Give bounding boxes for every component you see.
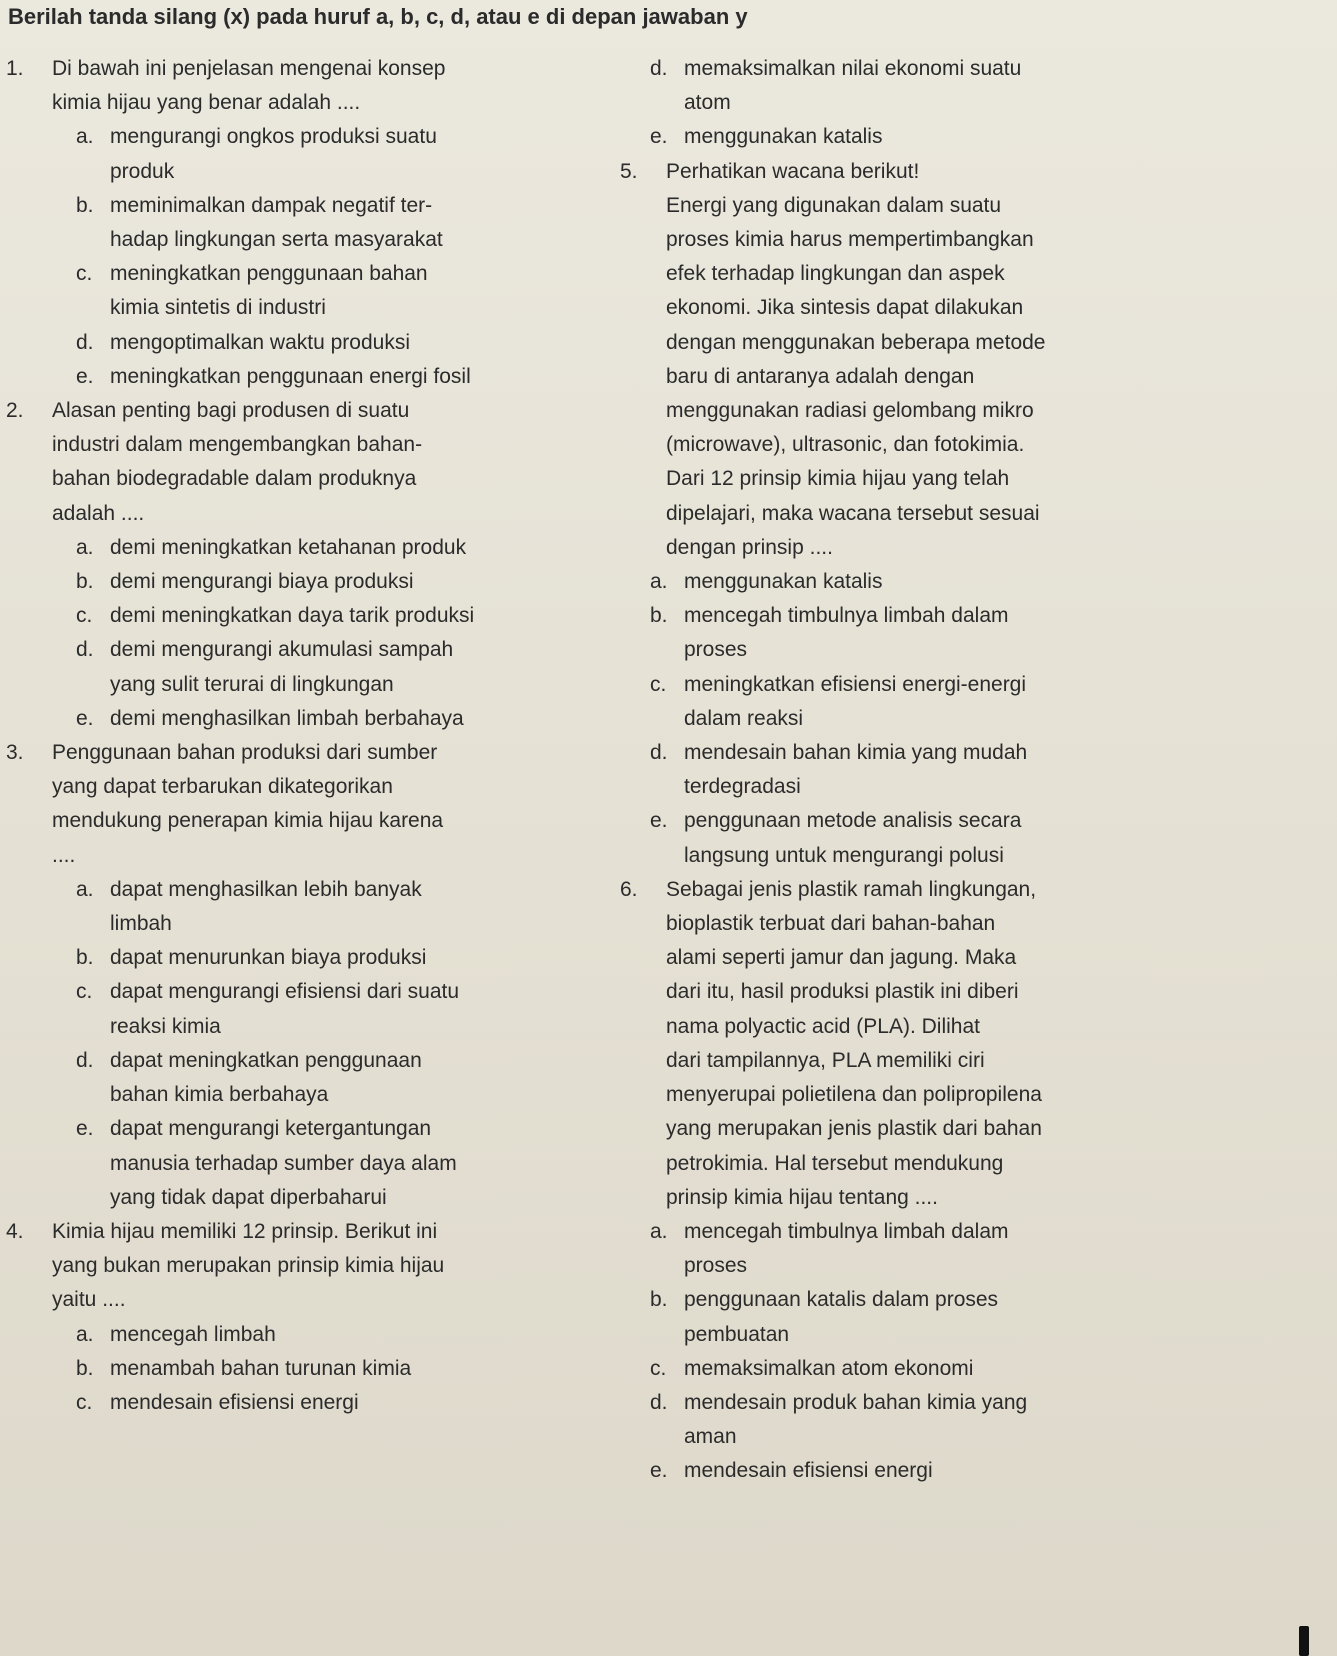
question-text	[666, 873, 1260, 1215]
question-number: 3.	[6, 741, 24, 765]
option-text-line: langsung untuk mengurangi polusi	[684, 843, 1004, 867]
question-5-option-c[interactable]	[620, 668, 1260, 736]
option-text	[110, 633, 584, 701]
option-text-line: mengoptimalkan waktu produksi	[110, 330, 410, 354]
option-text	[110, 326, 584, 360]
question-3-option-c[interactable]	[6, 975, 584, 1043]
question-text-line: Dari 12 prinsip kimia hijau yang telah	[666, 467, 1010, 491]
question-3	[6, 736, 584, 1215]
option-text-line: meningkatkan efisiensi energi-energi	[684, 672, 1027, 696]
option-text	[110, 189, 584, 257]
question-text	[52, 1215, 584, 1318]
option-letter[interactable]: d.	[76, 1048, 94, 1072]
option-text	[110, 531, 584, 565]
option-text	[110, 1386, 584, 1420]
option-text-line: mencegah timbulnya limbah dalam	[684, 604, 1009, 628]
option-text-line: dapat mengurangi ketergantungan	[110, 1117, 432, 1141]
option-text-line: meminimalkan dampak negatif ter-	[110, 193, 433, 217]
option-text-line: dapat mengurangi efisiensi dari suatu	[110, 980, 460, 1004]
question-text-line: alami seperti jamur dan jagung. Maka	[666, 946, 1017, 970]
option-text-line: dapat meningkatkan penggunaan	[110, 1048, 422, 1072]
option-text-line: mendesain bahan kimia yang mudah	[684, 741, 1028, 765]
option-text	[110, 1044, 584, 1112]
option-text-line: mencegah limbah	[110, 1322, 276, 1346]
question-number: 6.	[620, 877, 638, 901]
option-text-line: meningkatkan penggunaan energi fosil	[110, 364, 471, 388]
option-text-line: memaksimalkan atom ekonomi	[684, 1356, 974, 1380]
question-6-option-c[interactable]	[620, 1352, 1260, 1386]
question-5-option-d[interactable]	[620, 736, 1260, 804]
question-text-line: kimia hijau yang benar adalah ....	[52, 91, 361, 115]
question-text-line: ....	[52, 843, 76, 867]
question-number: 1.	[6, 57, 24, 80]
question-text	[52, 52, 584, 120]
option-text-line: demi menghasilkan limbah berbahaya	[110, 706, 464, 730]
option-text	[110, 257, 584, 325]
option-text	[684, 804, 1260, 872]
option-letter[interactable]: b.	[650, 1288, 668, 1312]
question-number: 2.	[6, 399, 24, 423]
option-letter[interactable]: c.	[76, 1390, 93, 1414]
option-text	[110, 120, 584, 188]
option-text-line: penggunaan katalis dalam proses	[684, 1288, 999, 1312]
question-text-line: Penggunaan bahan produksi dari sumber	[52, 741, 438, 765]
option-letter[interactable]: d.	[650, 1390, 668, 1414]
question-2-option-b[interactable]	[6, 565, 584, 599]
option-text-line: mencegah timbulnya limbah dalam	[684, 1219, 1009, 1243]
question-text-line: Alasan penting bagi produsen di suatu	[52, 399, 410, 423]
option-text	[684, 599, 1260, 667]
question-text	[666, 155, 1260, 565]
question-1-option-b[interactable]	[6, 189, 584, 257]
option-text-line: demi mengurangi biaya produksi	[110, 570, 414, 594]
option-text-line: yang sulit terurai di lingkungan	[110, 672, 394, 696]
option-text-line: yang tidak dapat diperbaharui	[110, 1185, 387, 1209]
question-text-line: dari itu, hasil produksi plastik ini diberi	[666, 980, 1019, 1004]
option-text-line: menggunakan katalis	[684, 570, 883, 594]
option-letter[interactable]: b.	[76, 946, 94, 970]
question-text-line: industri dalam mengembangkan bahan-	[52, 433, 423, 457]
option-text	[110, 599, 584, 633]
option-text	[110, 1112, 584, 1215]
option-text	[684, 1283, 1260, 1351]
question-text-line: dari tampilannya, PLA memiliki ciri	[666, 1048, 985, 1072]
option-letter[interactable]: e.	[76, 706, 94, 730]
option-letter[interactable]: d.	[76, 638, 94, 662]
option-text-line: pembuatan	[684, 1322, 790, 1346]
question-number: 5.	[620, 159, 638, 183]
question-text-line: menyerupai polietilena dan polipropilena	[666, 1083, 1042, 1107]
question-text-line: yang merupakan jenis plastik dari bahan	[666, 1117, 1042, 1141]
question-4-option-a[interactable]	[6, 1318, 584, 1352]
option-text-line: dalam reaksi	[684, 706, 804, 730]
option-text-line: atom	[684, 91, 731, 115]
option-text	[684, 736, 1260, 804]
option-text-line: bahan kimia berbahaya	[110, 1083, 329, 1107]
option-text	[110, 702, 584, 736]
option-text-line: mengurangi ongkos produksi suatu	[110, 125, 437, 149]
option-letter[interactable]: e.	[76, 364, 94, 388]
question-4-option-d[interactable]	[620, 52, 1260, 120]
option-letter[interactable]: c.	[650, 672, 667, 696]
question-text-line: Sebagai jenis plastik ramah lingkungan,	[666, 877, 1037, 901]
option-letter[interactable]: a.	[650, 570, 668, 594]
option-text-line: reaksi kimia	[110, 1014, 221, 1038]
option-letter[interactable]: e.	[76, 1117, 94, 1141]
option-text-line: aman	[684, 1425, 737, 1449]
option-text-line: produk	[110, 159, 175, 183]
option-text-line: mendesain efisiensi energi	[684, 1459, 933, 1483]
question-text	[52, 394, 584, 531]
question-4-continued	[620, 52, 1260, 155]
option-text	[110, 565, 584, 599]
option-letter[interactable]: a.	[650, 1219, 668, 1243]
option-text-line: penggunaan metode analisis secara	[684, 809, 1022, 833]
option-letter[interactable]: c.	[76, 262, 93, 286]
option-text	[110, 941, 584, 975]
question-2-option-a[interactable]	[6, 531, 584, 565]
question-text-line: yang bukan merupakan prinsip kimia hijau	[52, 1254, 445, 1278]
option-text-line: terdegradasi	[684, 775, 801, 799]
page-edge-mark	[1299, 1626, 1309, 1656]
question-3-option-b[interactable]	[6, 941, 584, 975]
question-6-option-e[interactable]	[620, 1454, 1260, 1488]
option-text	[684, 1386, 1260, 1454]
option-text	[110, 873, 584, 941]
question-1	[6, 52, 584, 394]
question-6	[620, 873, 1260, 1489]
option-text	[684, 120, 1260, 154]
option-text-line: dapat menurunkan biaya produksi	[110, 946, 427, 970]
option-text	[110, 1318, 584, 1352]
option-text	[110, 360, 584, 394]
question-2-option-d[interactable]	[6, 633, 584, 701]
question-1-option-c[interactable]	[6, 257, 584, 325]
option-text	[684, 52, 1260, 120]
option-letter[interactable]: a.	[76, 125, 94, 149]
question-text-line: baru di antaranya adalah dengan	[666, 364, 975, 388]
question-4-option-b[interactable]	[6, 1352, 584, 1386]
question-4-option-c[interactable]	[6, 1386, 584, 1420]
question-5-option-e[interactable]	[620, 804, 1260, 872]
option-text-line: hadap lingkungan serta masyarakat	[110, 228, 443, 252]
question-text-line: mendukung penerapan kimia hijau karena	[52, 809, 444, 833]
option-letter[interactable]: b.	[650, 604, 668, 628]
option-letter[interactable]: c.	[76, 604, 93, 628]
question-text	[52, 736, 584, 873]
question-6-option-a[interactable]	[620, 1215, 1260, 1283]
question-6-option-d[interactable]	[620, 1386, 1260, 1454]
option-text-line: memaksimalkan nilai ekonomi suatu	[684, 57, 1022, 80]
question-1-option-a[interactable]	[6, 120, 584, 188]
option-letter[interactable]: c.	[650, 1356, 667, 1380]
option-letter[interactable]: e.	[650, 809, 668, 833]
question-text-line: yang dapat terbarukan dikategorikan	[52, 775, 393, 799]
option-text-line: demi meningkatkan ketahanan produk	[110, 535, 467, 559]
option-text-line: mendesain produk bahan kimia yang	[684, 1390, 1028, 1414]
question-text-line: Energi yang digunakan dalam suatu	[666, 193, 1002, 217]
question-text-line: petrokimia. Hal tersebut mendukung	[666, 1151, 1004, 1175]
question-text-line: prinsip kimia hijau tentang ....	[666, 1185, 938, 1209]
option-letter[interactable]: a.	[76, 877, 94, 901]
question-text-line: bahan biodegradable dalam produknya	[52, 467, 417, 491]
question-text-line: ekonomi. Jika sintesis dapat dilakukan	[666, 296, 1024, 320]
option-text-line: dapat menghasilkan lebih banyak	[110, 877, 422, 901]
question-text-line: menggunakan radiasi gelombang mikro	[666, 399, 1034, 423]
option-text	[110, 1352, 584, 1386]
option-letter[interactable]: b.	[76, 1356, 94, 1380]
question-text-line: Kimia hijau memiliki 12 prinsip. Berikut ini	[52, 1219, 438, 1243]
question-text-line: bioplastik terbuat dari bahan-bahan	[666, 912, 996, 936]
question-text-line: Perhatikan wacana berikut!	[666, 159, 920, 183]
option-letter[interactable]: d.	[76, 330, 94, 354]
option-text-line: proses	[684, 638, 748, 662]
option-letter[interactable]: d.	[650, 57, 668, 80]
option-text-line: limbah	[110, 912, 172, 936]
option-text-line: menggunakan katalis	[684, 125, 883, 149]
option-text	[684, 1215, 1260, 1283]
question-1-option-d[interactable]	[6, 326, 584, 360]
option-letter[interactable]: c.	[76, 980, 93, 1004]
option-text	[110, 975, 584, 1043]
question-text-line: dengan prinsip ....	[666, 535, 833, 559]
option-text	[684, 565, 1260, 599]
option-text-line: proses	[684, 1254, 748, 1278]
instruction-header: Berilah tanda silang (x) pada huruf a, b, c, d, atau e di depan jawaban y	[8, 4, 748, 29]
option-letter[interactable]: d.	[650, 741, 668, 765]
question-text-line: dipelajari, maka wacana tersebut sesuai	[666, 501, 1040, 525]
option-text-line: manusia terhadap sumber daya alam	[110, 1151, 457, 1175]
question-text-line: adalah ....	[52, 501, 145, 525]
question-text-line: nama polyactic acid (PLA). Dilihat	[666, 1014, 980, 1038]
option-text-line: meningkatkan penggunaan bahan	[110, 262, 428, 286]
option-text-line: mendesain efisiensi energi	[110, 1390, 359, 1414]
question-text-line: yaitu ....	[52, 1288, 126, 1312]
question-3-option-e[interactable]	[6, 1112, 584, 1215]
option-text	[684, 1454, 1260, 1488]
option-letter[interactable]: b.	[76, 570, 94, 594]
question-5-option-a[interactable]	[620, 565, 1260, 599]
question-2	[6, 394, 584, 736]
question-text-line: (microwave), ultrasonic, dan fotokimia.	[666, 433, 1025, 457]
option-letter[interactable]: e.	[650, 125, 668, 149]
option-letter[interactable]: b.	[76, 193, 94, 217]
question-3-option-d[interactable]	[6, 1044, 584, 1112]
question-number: 4.	[6, 1219, 24, 1243]
option-text-line: demi mengurangi akumulasi sampah	[110, 638, 454, 662]
question-5-option-b[interactable]	[620, 599, 1260, 667]
option-text-line: kimia sintetis di industri	[110, 296, 326, 320]
option-letter[interactable]: a.	[76, 535, 94, 559]
question-6-option-b[interactable]	[620, 1283, 1260, 1351]
question-2-option-c[interactable]	[6, 599, 584, 633]
option-letter[interactable]: e.	[650, 1459, 668, 1483]
question-2-option-e[interactable]	[6, 702, 584, 736]
option-letter[interactable]: a.	[76, 1322, 94, 1346]
question-text-line: proses kimia harus mempertimbangkan	[666, 228, 1034, 252]
question-5	[620, 155, 1260, 873]
option-text	[684, 668, 1260, 736]
option-text-line: menambah bahan turunan kimia	[110, 1356, 412, 1380]
question-4-option-e[interactable]	[620, 120, 1260, 154]
left-column	[6, 52, 584, 1420]
option-text-line: demi meningkatkan daya tarik produksi	[110, 604, 475, 628]
option-text	[684, 1352, 1260, 1386]
question-3-option-a[interactable]	[6, 873, 584, 941]
right-column	[620, 52, 1260, 1489]
question-text-line: Di bawah ini penjelasan mengenai konsep	[52, 57, 446, 80]
question-1-option-e[interactable]	[6, 360, 584, 394]
question-text-line: efek terhadap lingkungan dan aspek	[666, 262, 1005, 286]
question-4	[6, 1215, 584, 1420]
question-text-line: dengan menggunakan beberapa metode	[666, 330, 1046, 354]
